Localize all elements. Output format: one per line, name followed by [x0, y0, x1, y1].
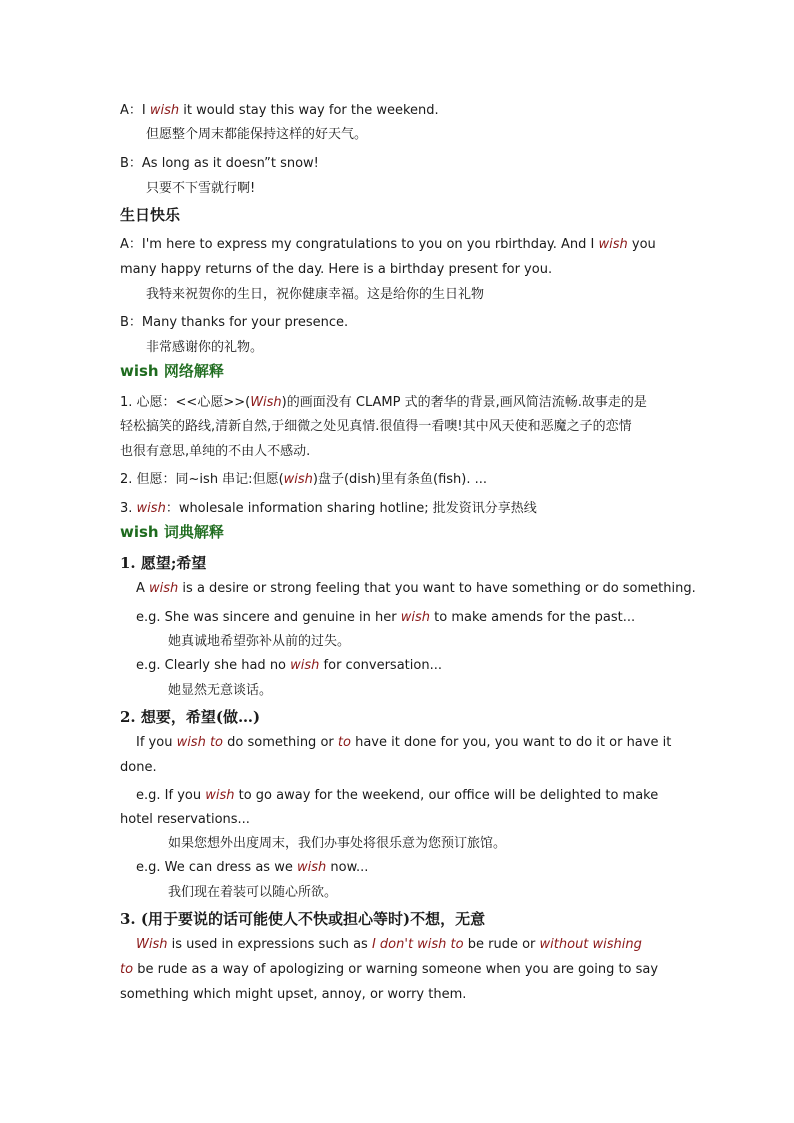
- sense-1-example-2-translation: 她显然无意谈话。: [168, 683, 273, 698]
- birthday-a-line1: [120, 236, 656, 254]
- sense-3-line1: [136, 936, 642, 954]
- dialogue-text: it would stay this way for the weekend.: [179, 103, 439, 118]
- birthday-a-line2: many happy returns of the day. Here is a birthday present for you.: [120, 262, 553, 277]
- keyword-wish: Wish: [250, 395, 282, 410]
- section-heading-dict: wish 词典解释: [120, 523, 224, 541]
- birthday-a-translation: 我特来祝贺你的生日，祝你健康幸福。这是给你的生日礼物: [146, 287, 485, 302]
- item-text: )盘子(dish)里有条鱼(fish). ...: [312, 472, 488, 487]
- example-text: e.g. She was sincere and genuine in her: [136, 610, 401, 625]
- sense-2-definition-line1: [136, 734, 671, 752]
- example-text: e.g. We can dress as we: [136, 860, 297, 875]
- dialogue-text: A：I'm here to express my congratulations to you on you rbirthday. And I: [120, 237, 599, 252]
- item-text: 1. 心愿：<<心愿>>(: [120, 395, 251, 410]
- def-text: be rude or: [463, 937, 540, 952]
- example-text: for conversation...: [319, 658, 442, 673]
- birthday-b-line: B：Many thanks for your presence.: [120, 315, 349, 330]
- dialogue-text: you: [627, 237, 656, 252]
- sense-1-example-1-translation: 她真诚地希望弥补从前的过失。: [168, 634, 351, 649]
- net-item-1-line1: [120, 394, 647, 412]
- keyword-wish: wish: [149, 581, 179, 596]
- item-text: )的画面没有 CLAMP 式的奢华的背景,画风简洁流畅.故事走的是: [281, 395, 647, 410]
- sense-2-example-2-translation: 我们现在着装可以随心所欲。: [168, 885, 338, 900]
- def-text: do something or: [223, 735, 338, 750]
- def-text: is a desire or strong feeling that you want to have something or do something.: [178, 581, 696, 596]
- dialogue-a-translation: 但愿整个周末都能保持这样的好天气。: [146, 127, 368, 142]
- keyword-wish: wish: [400, 610, 430, 625]
- speaker-a-text: A：I: [120, 103, 150, 118]
- dialogue-a-line: [120, 102, 439, 120]
- sense-2-definition-line2: done.: [120, 760, 157, 775]
- def-text: is used in expressions such as: [167, 937, 372, 952]
- def-text: have it done for you, you want to do it or have it: [350, 735, 672, 750]
- keyword-wish: wish: [598, 237, 628, 252]
- keyword-wish: wish: [296, 860, 327, 875]
- example-text: now...: [326, 860, 369, 875]
- sense-2-example-1-translation: 如果您想外出度周末，我们办事处将很乐意为您预订旅馆。: [168, 836, 507, 851]
- keyword-wish: wish: [290, 658, 320, 673]
- example-text: to go away for the weekend, our office will be delighted to make: [234, 788, 659, 803]
- keyword-wish: Wish: [136, 937, 168, 952]
- def-text: A: [136, 581, 150, 596]
- keyword-wish: wish: [136, 501, 166, 516]
- keyword-wish-to: wish to: [176, 735, 224, 750]
- sense-2-example-1-line1: [136, 787, 658, 805]
- dialogue-b-line: B：As long as it doesn”t snow!: [120, 156, 319, 171]
- birthday-b-translation: 非常感谢你的礼物。: [146, 340, 264, 355]
- keyword-to: to: [120, 962, 134, 977]
- section-heading-birthday: 生日快乐: [120, 206, 181, 224]
- sense-1-example-2: [136, 657, 442, 675]
- keyword-wish: wish: [205, 788, 235, 803]
- dialogue-b-translation: 只要不下雪就行啊!: [146, 181, 256, 196]
- example-text: e.g. If you: [136, 788, 206, 803]
- net-item-3: [120, 500, 537, 518]
- example-text: to make amends for the past...: [430, 610, 636, 625]
- keyword-phrase: without wishing: [539, 937, 642, 952]
- net-item-2: [120, 471, 487, 489]
- sense-2-title: 2. 想要，希望(做…): [120, 708, 261, 726]
- sense-3-line2: [120, 961, 658, 979]
- def-text: If you: [136, 735, 177, 750]
- item-text: 3.: [120, 501, 137, 516]
- keyword-to: to: [337, 735, 351, 750]
- keyword-wish: wish: [149, 103, 180, 118]
- sense-2-example-2: [136, 859, 368, 877]
- sense-2-example-1-line2: hotel reservations...: [120, 812, 250, 827]
- sense-1-title: 1. 愿望;希望: [120, 554, 207, 572]
- net-item-1-line2: 轻松搞笑的路线,清新自然,于细微之处见真情.很值得一看噢!其中风天使和恶魔之子的恋情: [120, 419, 632, 434]
- section-heading-net: wish 网络解释: [120, 362, 224, 380]
- sense-3-line3: something which might upset, annoy, or worry them.: [120, 987, 467, 1002]
- sense-1-example-1: [136, 609, 635, 627]
- example-text: e.g. Clearly she had no: [136, 658, 291, 673]
- sense-1-definition: [136, 580, 696, 598]
- sense-3-title: 3. (用于要说的话可能使人不快或担心等时)不想，无意: [120, 910, 486, 928]
- item-text: 2. 但愿：同~ish 串记:但愿(: [120, 472, 284, 487]
- def-text: be rude as a way of apologizing or warning someone when you are going to say: [133, 962, 659, 977]
- item-text: ：wholesale information sharing hotline; 批发资讯分享热线: [165, 501, 537, 516]
- keyword-phrase: I don't wish to: [371, 937, 464, 952]
- net-item-1-line3: 也很有意思,单纯的不由人不感动.: [120, 444, 311, 459]
- keyword-wish: wish: [283, 472, 313, 487]
